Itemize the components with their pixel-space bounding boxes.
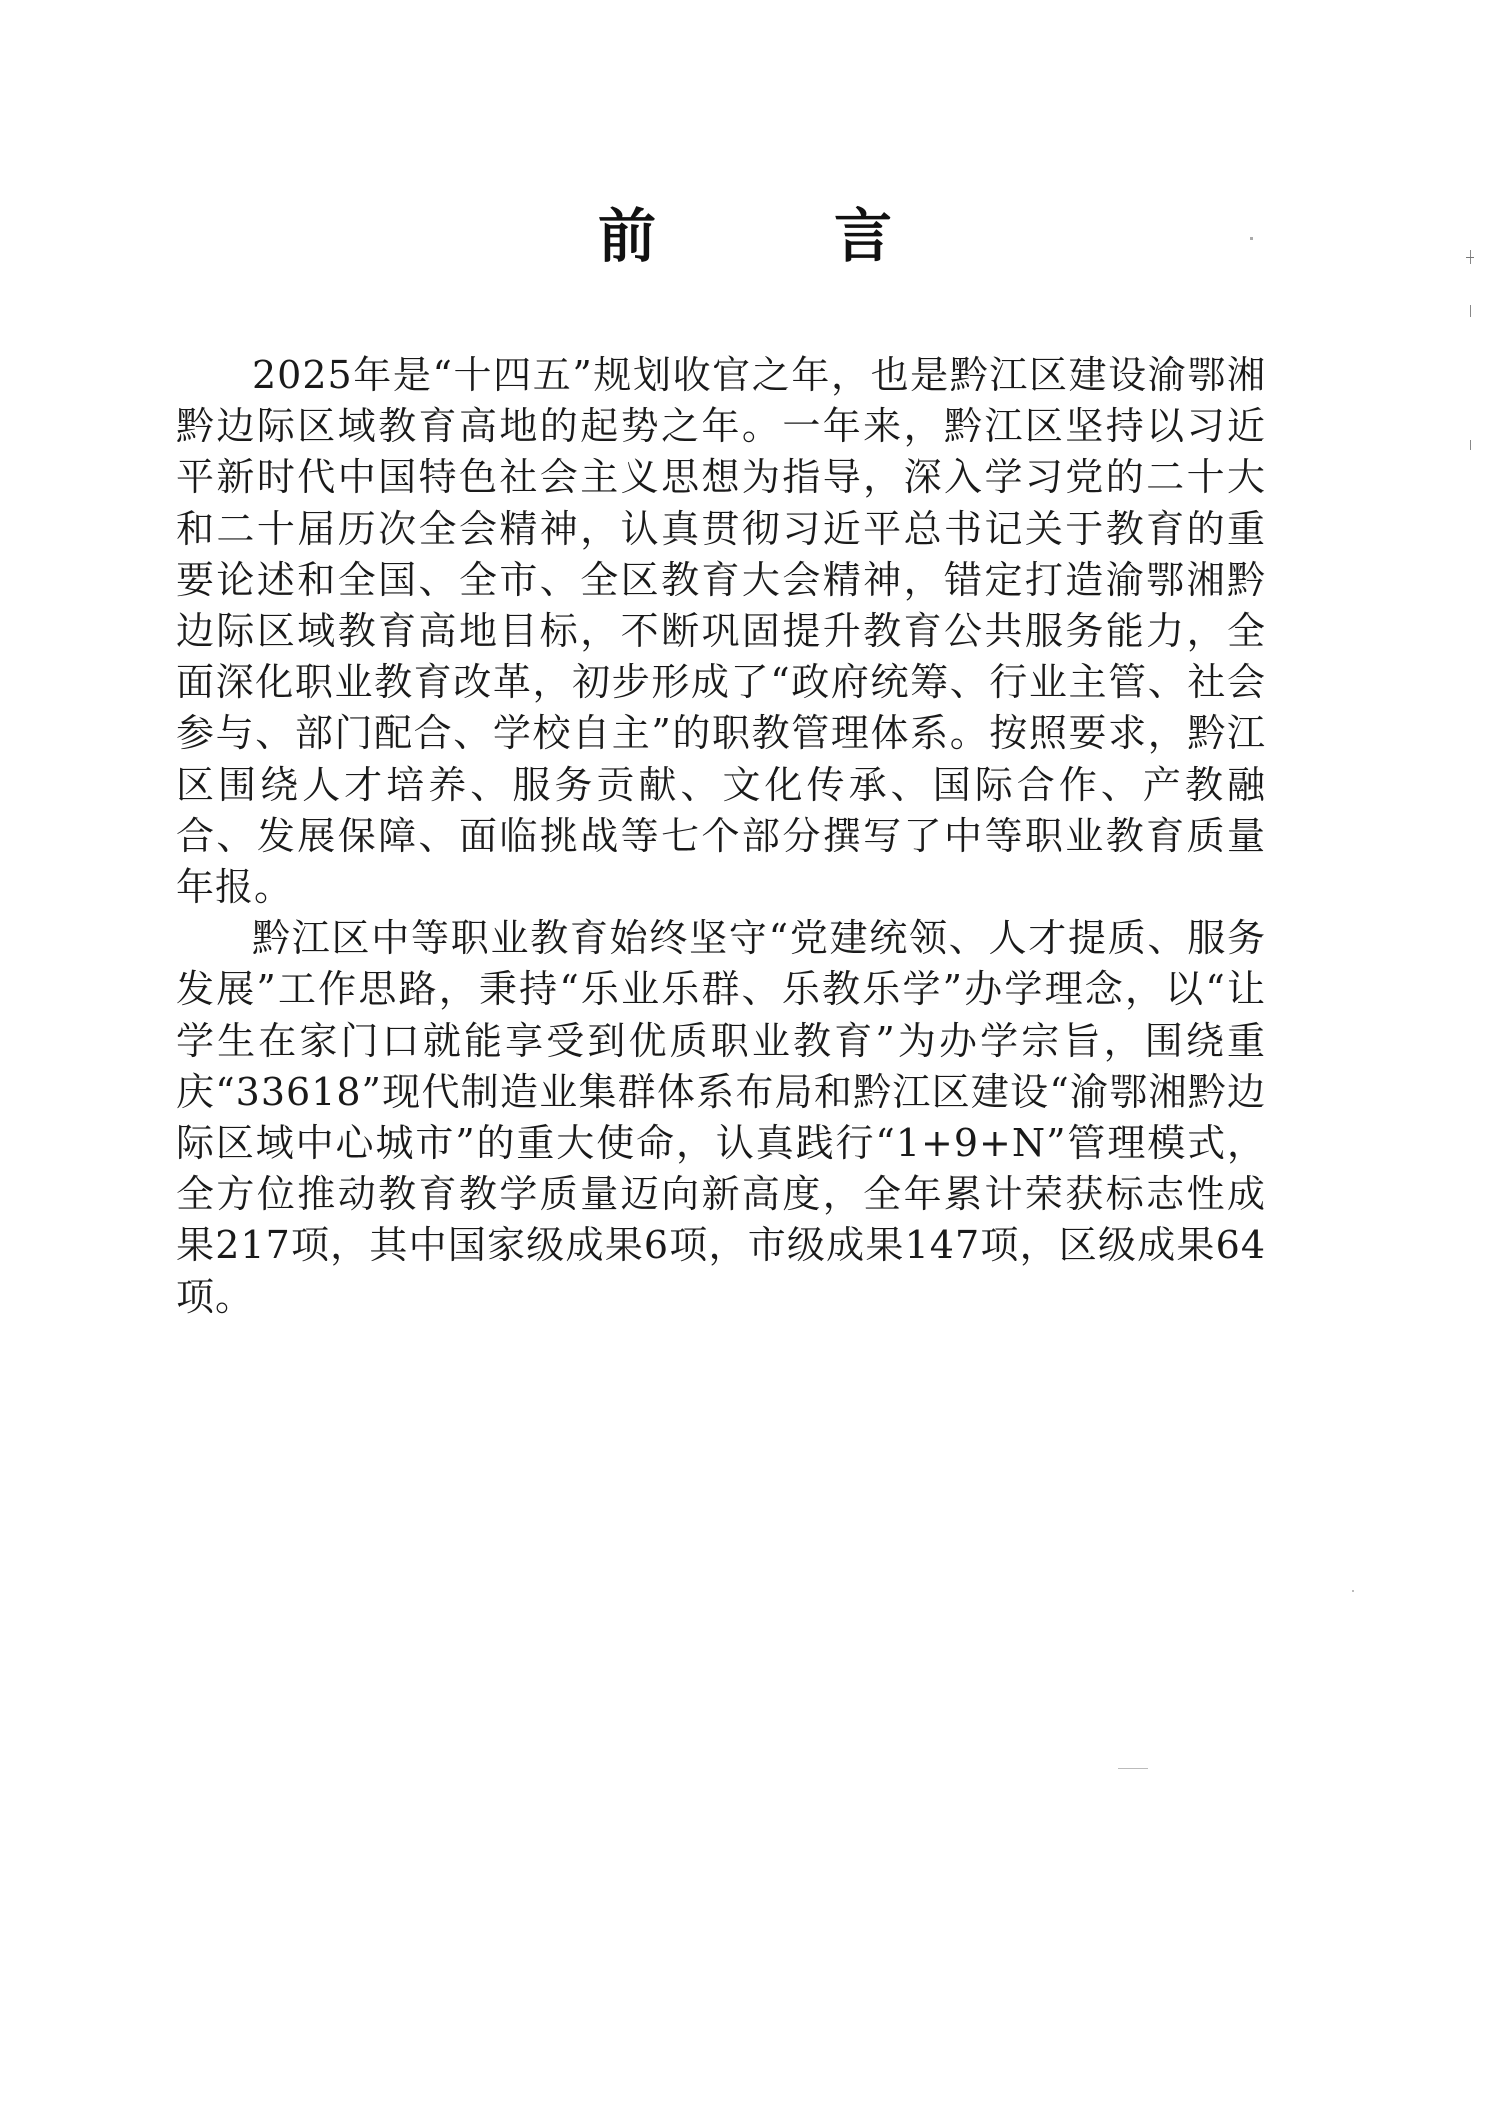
scan-speck — [1352, 1590, 1354, 1592]
scan-speck — [1466, 257, 1474, 258]
body-text — [176, 350, 1266, 1323]
scan-speck — [1118, 1768, 1148, 1769]
scan-mark — [1470, 440, 1471, 450]
scan-speck — [1250, 237, 1253, 240]
paragraph-1: 2025年是“十四五”规划收官之年，也是黔江区建设渝鄂湘黔边际区域教育高地的起势之年。一年来，黔江区坚持以习近平新时代中国特色社会主义思想为指导，深入学习党的二十大和二十届历次全会精神，认真贯彻习近平总书记关于教育的重要论述和全国、全市、全区教育大会精神，错定打造渝鄂湘黔边际区域教育高地目标，不断巩固提升教育公共服务能力，全面深化职业教育改革，初步形成了“政府统筹、行业主管、社会参与、部门配合、学校自主”的职教管理体系。按照要求，黔江区围绕人才培养、服务贡献、文化传承、国际合作、产教融合、发展保障、面临挑战等七个部分撰写了中等职业教育质量年报。 — [176, 353, 1266, 910]
page-title: 前 言 — [597, 202, 952, 270]
paragraph-2: 黔江区中等职业教育始终坚守“党建统领、人才提质、服务发展”工作思路，秉持“乐业乐群、乐教乐学”办学理念，以“让学生在家门口就能享受到优质职业教育”为办学宗旨，围绕重庆“33618”现代制造业集群体系布局和黔江区建设“渝鄂湘黔边际区域中心城市”的重大使命，认真践行“1+9+N”管理模式，全方位推动教育教学质量迈向新高度，全年累计荣获标志性成果217项，其中国家级成果6项，市级成果147项，区级成果64项。 — [176, 916, 1266, 1319]
scan-mark — [1470, 305, 1471, 317]
